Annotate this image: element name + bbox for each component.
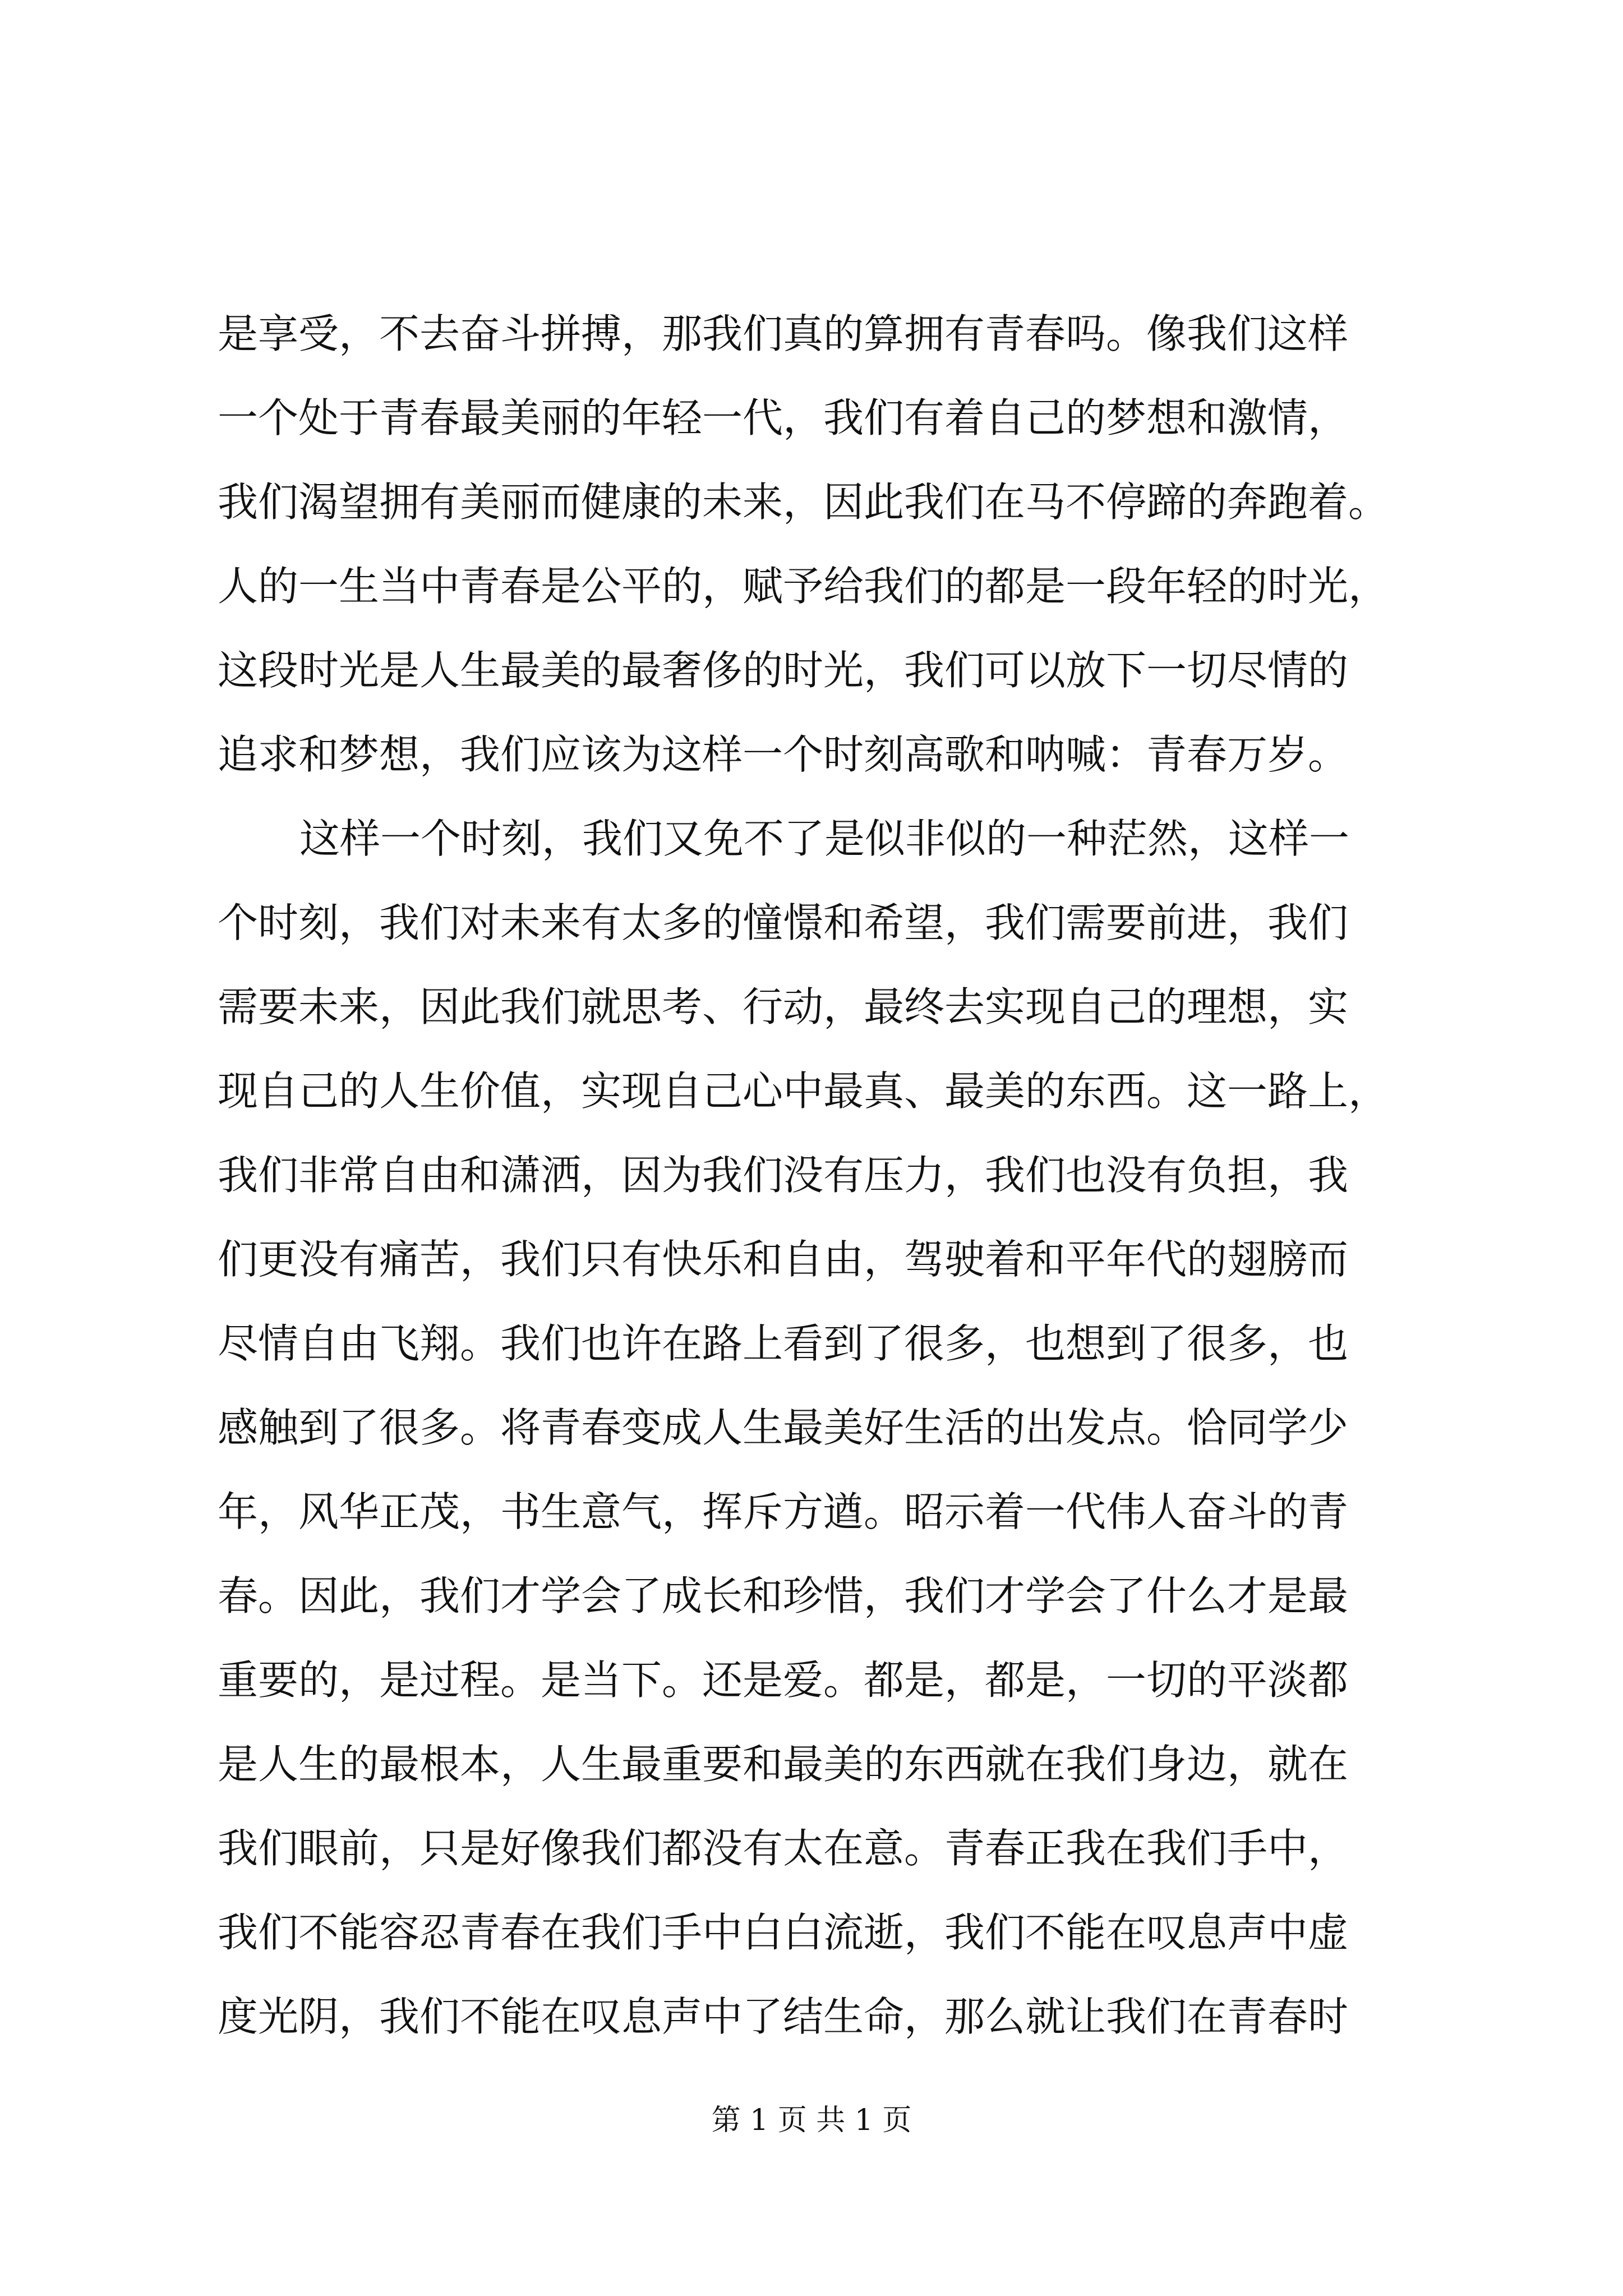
text-line: 感触到了很多。将青春变成人生最美好生活的出发点。恰同学少 bbox=[218, 1404, 1349, 1451]
text-line: 重要的，是过程。是当下。还是爱。都是，都是，一切的平淡都 bbox=[218, 1657, 1349, 1704]
text-line: 现自己的人生价值，实现自己心中最真、最美的东西。这一路上， bbox=[218, 1068, 1389, 1115]
text-line: 人的一生当中青春是公平的，赋予给我们的都是一段年轻的时光， bbox=[218, 563, 1389, 610]
text-line: 尽情自由飞翔。我们也许在路上看到了很多，也想到了很多，也 bbox=[218, 1320, 1349, 1367]
text-line: 是享受，不去奋斗拼搏，那我们真的算拥有青春吗。像我们这样 bbox=[218, 310, 1349, 357]
text-line: 我们不能容忍青春在我们手中白白流逝，我们不能在叹息声中虚 bbox=[218, 1909, 1349, 1956]
page-footer: 第 1 页 共 1 页 bbox=[711, 2104, 912, 2137]
text-line: 度光阴，我们不能在叹息声中了结生命，那么就让我们在青春时 bbox=[218, 1993, 1349, 2040]
text-line: 我们眼前，只是好像我们都没有太在意。青春正我在我们手中， bbox=[218, 1825, 1349, 1872]
paragraph-start-line: 这样一个时刻，我们又免不了是似非似的一种茫然，这样一 bbox=[299, 815, 1350, 862]
text-line: 年，风华正茂，书生意气，挥斥方遒。昭示着一代伟人奋斗的青 bbox=[218, 1488, 1349, 1535]
text-line: 这段时光是人生最美的最奢侈的时光，我们可以放下一切尽情的 bbox=[218, 647, 1349, 694]
text-line: 需要未来，因此我们就思考、行动，最终去实现自己的理想，实 bbox=[218, 983, 1349, 1030]
text-line: 追求和梦想，我们应该为这样一个时刻高歌和呐喊：青春万岁。 bbox=[218, 731, 1349, 778]
text-line: 我们渴望拥有美丽而健康的未来，因此我们在马不停蹄的奔跑着。 bbox=[218, 478, 1389, 526]
text-line: 个时刻，我们对未来有太多的憧憬和希望，我们需要前进，我们 bbox=[218, 899, 1349, 946]
text-line: 我们非常自由和潇洒，因为我们没有压力，我们也没有负担，我 bbox=[218, 1152, 1349, 1199]
text-line: 春。因此，我们才学会了成长和珍惜，我们才学会了什么才是最 bbox=[218, 1572, 1349, 1619]
text-line: 一个处于青春最美丽的年轻一代，我们有着自己的梦想和激情， bbox=[218, 394, 1349, 441]
text-line: 们更没有痛苦，我们只有快乐和自由，驾驶着和平年代的翅膀而 bbox=[218, 1236, 1349, 1283]
text-line: 是人生的最根本，人生最重要和最美的东西就在我们身边，就在 bbox=[218, 1741, 1349, 1788]
